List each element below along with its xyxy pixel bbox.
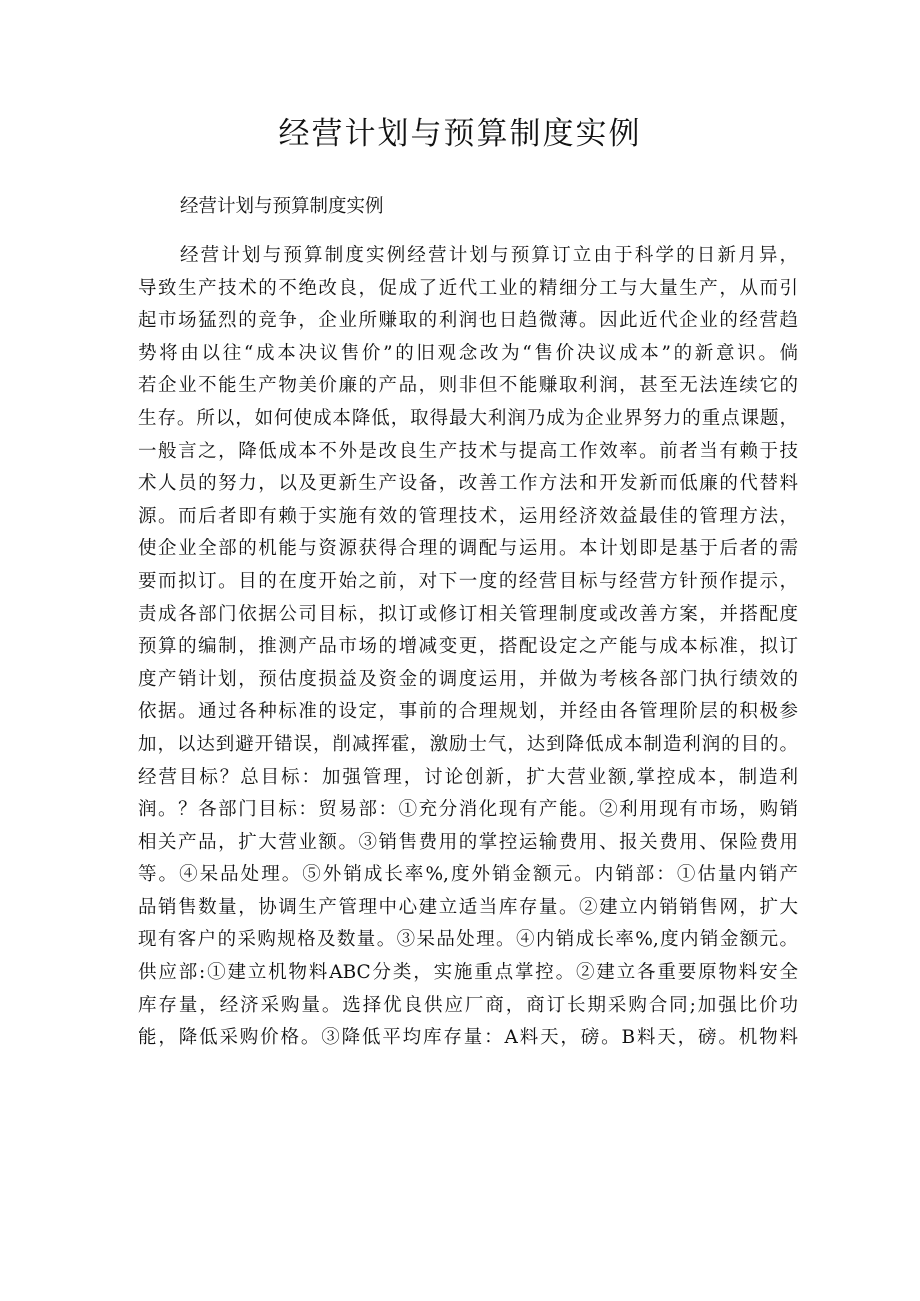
body-line: 现有客户的采购规格及数量。③呆品处理。④内销成长率%,度内销金额元。 <box>138 929 798 951</box>
body-line: 依据。通过各种标准的设定，事前的合理规划，并经由各管理阶层的积极参 <box>138 701 798 723</box>
body-line: 一般言之，降低成本不外是改良生产技术与提高工作效率。前者当有赖于技 <box>138 440 798 462</box>
body-line: 相关产品，扩大营业额。③销售费用的掌控运输费用、报关费用、保险费用 <box>138 831 798 853</box>
body-line: 生存。所以，如何使成本降低，取得最大利润乃成为企业界努力的重点课题， <box>138 407 798 429</box>
body-line: 势将由以往“成本决议售价”的旧观念改为“售价决议成本”的新意识。倘 <box>138 342 798 364</box>
document-body <box>138 240 798 1055</box>
body-line: 加，以达到避开错误，削减挥霍，激励士气，达到降低成本制造利润的目的。 <box>138 733 798 755</box>
body-line: 起市场猛烈的竞争，企业所赚取的利润也日趋微薄。因此近代企业的经营趋 <box>138 310 798 332</box>
document-title: 经营计划与预算制度实例 <box>278 116 642 152</box>
body-line: 经营目标？总目标：加强管理，讨论创新，扩大营业额,掌控成本，制造利 <box>138 766 798 788</box>
body-line: 使企业全部的机能与资源获得合理的调配与运用。本计划即是基于后者的需 <box>138 538 798 560</box>
body-line: 要而拟订。目的在度开始之前，对下一度的经营目标与经营方针预作提示， <box>138 570 798 592</box>
body-line: 库存量，经济采购量。选择优良供应厂商，商订长期采购合同;加强比价功 <box>138 994 798 1016</box>
body-line: 经营计划与预算制度实例经营计划与预算订立由于科学的日新月异， <box>180 245 798 266</box>
body-line: 供应部:①建立机物料ABC分类，实施重点掌控。②建立各重要原物料安全 <box>138 962 798 984</box>
body-line: 度产销计划，预估度损益及资金的调度运用，并做为考核各部门执行绩效的 <box>138 668 798 690</box>
body-line: 品销售数量，协调生产管理中心建立适当库存量。②建立内销销售网，扩大 <box>138 896 798 918</box>
body-line: 等。④呆品处理。⑤外销成长率%,度外销金额元。内销部：①估量内销产 <box>138 864 798 886</box>
body-line: 润。？各部门目标：贸易部：①充分消化现有产能。②利用现有市场，购销 <box>138 799 798 821</box>
document-subtitle: 经营计划与预算制度实例 <box>180 196 384 217</box>
body-line: 术人员的努力，以及更新生产设备，改善工作方法和开发新而低廉的代替料 <box>138 473 798 495</box>
body-line: 源。而后者即有赖于实施有效的管理技术，运用经济效益最佳的管理方法， <box>138 505 798 527</box>
body-line: 导致生产技术的不绝改良，促成了近代工业的精细分工与大量生产，从而引 <box>138 277 798 299</box>
body-line: 责成各部门依据公司目标，拟订或修订相关管理制度或改善方案，并搭配度 <box>138 603 798 625</box>
body-line: 预算的编制，推测产品市场的增减变更，搭配设定之产能与成本标准，拟订 <box>138 636 798 658</box>
body-line: 若企业不能生产物美价廉的产品，则非但不能赚取利润，甚至无法连续它的 <box>138 375 798 397</box>
body-line: 能，降低采购价格。③降低平均库存量：A料天，磅。B料天，磅。机物料 <box>138 1027 798 1049</box>
